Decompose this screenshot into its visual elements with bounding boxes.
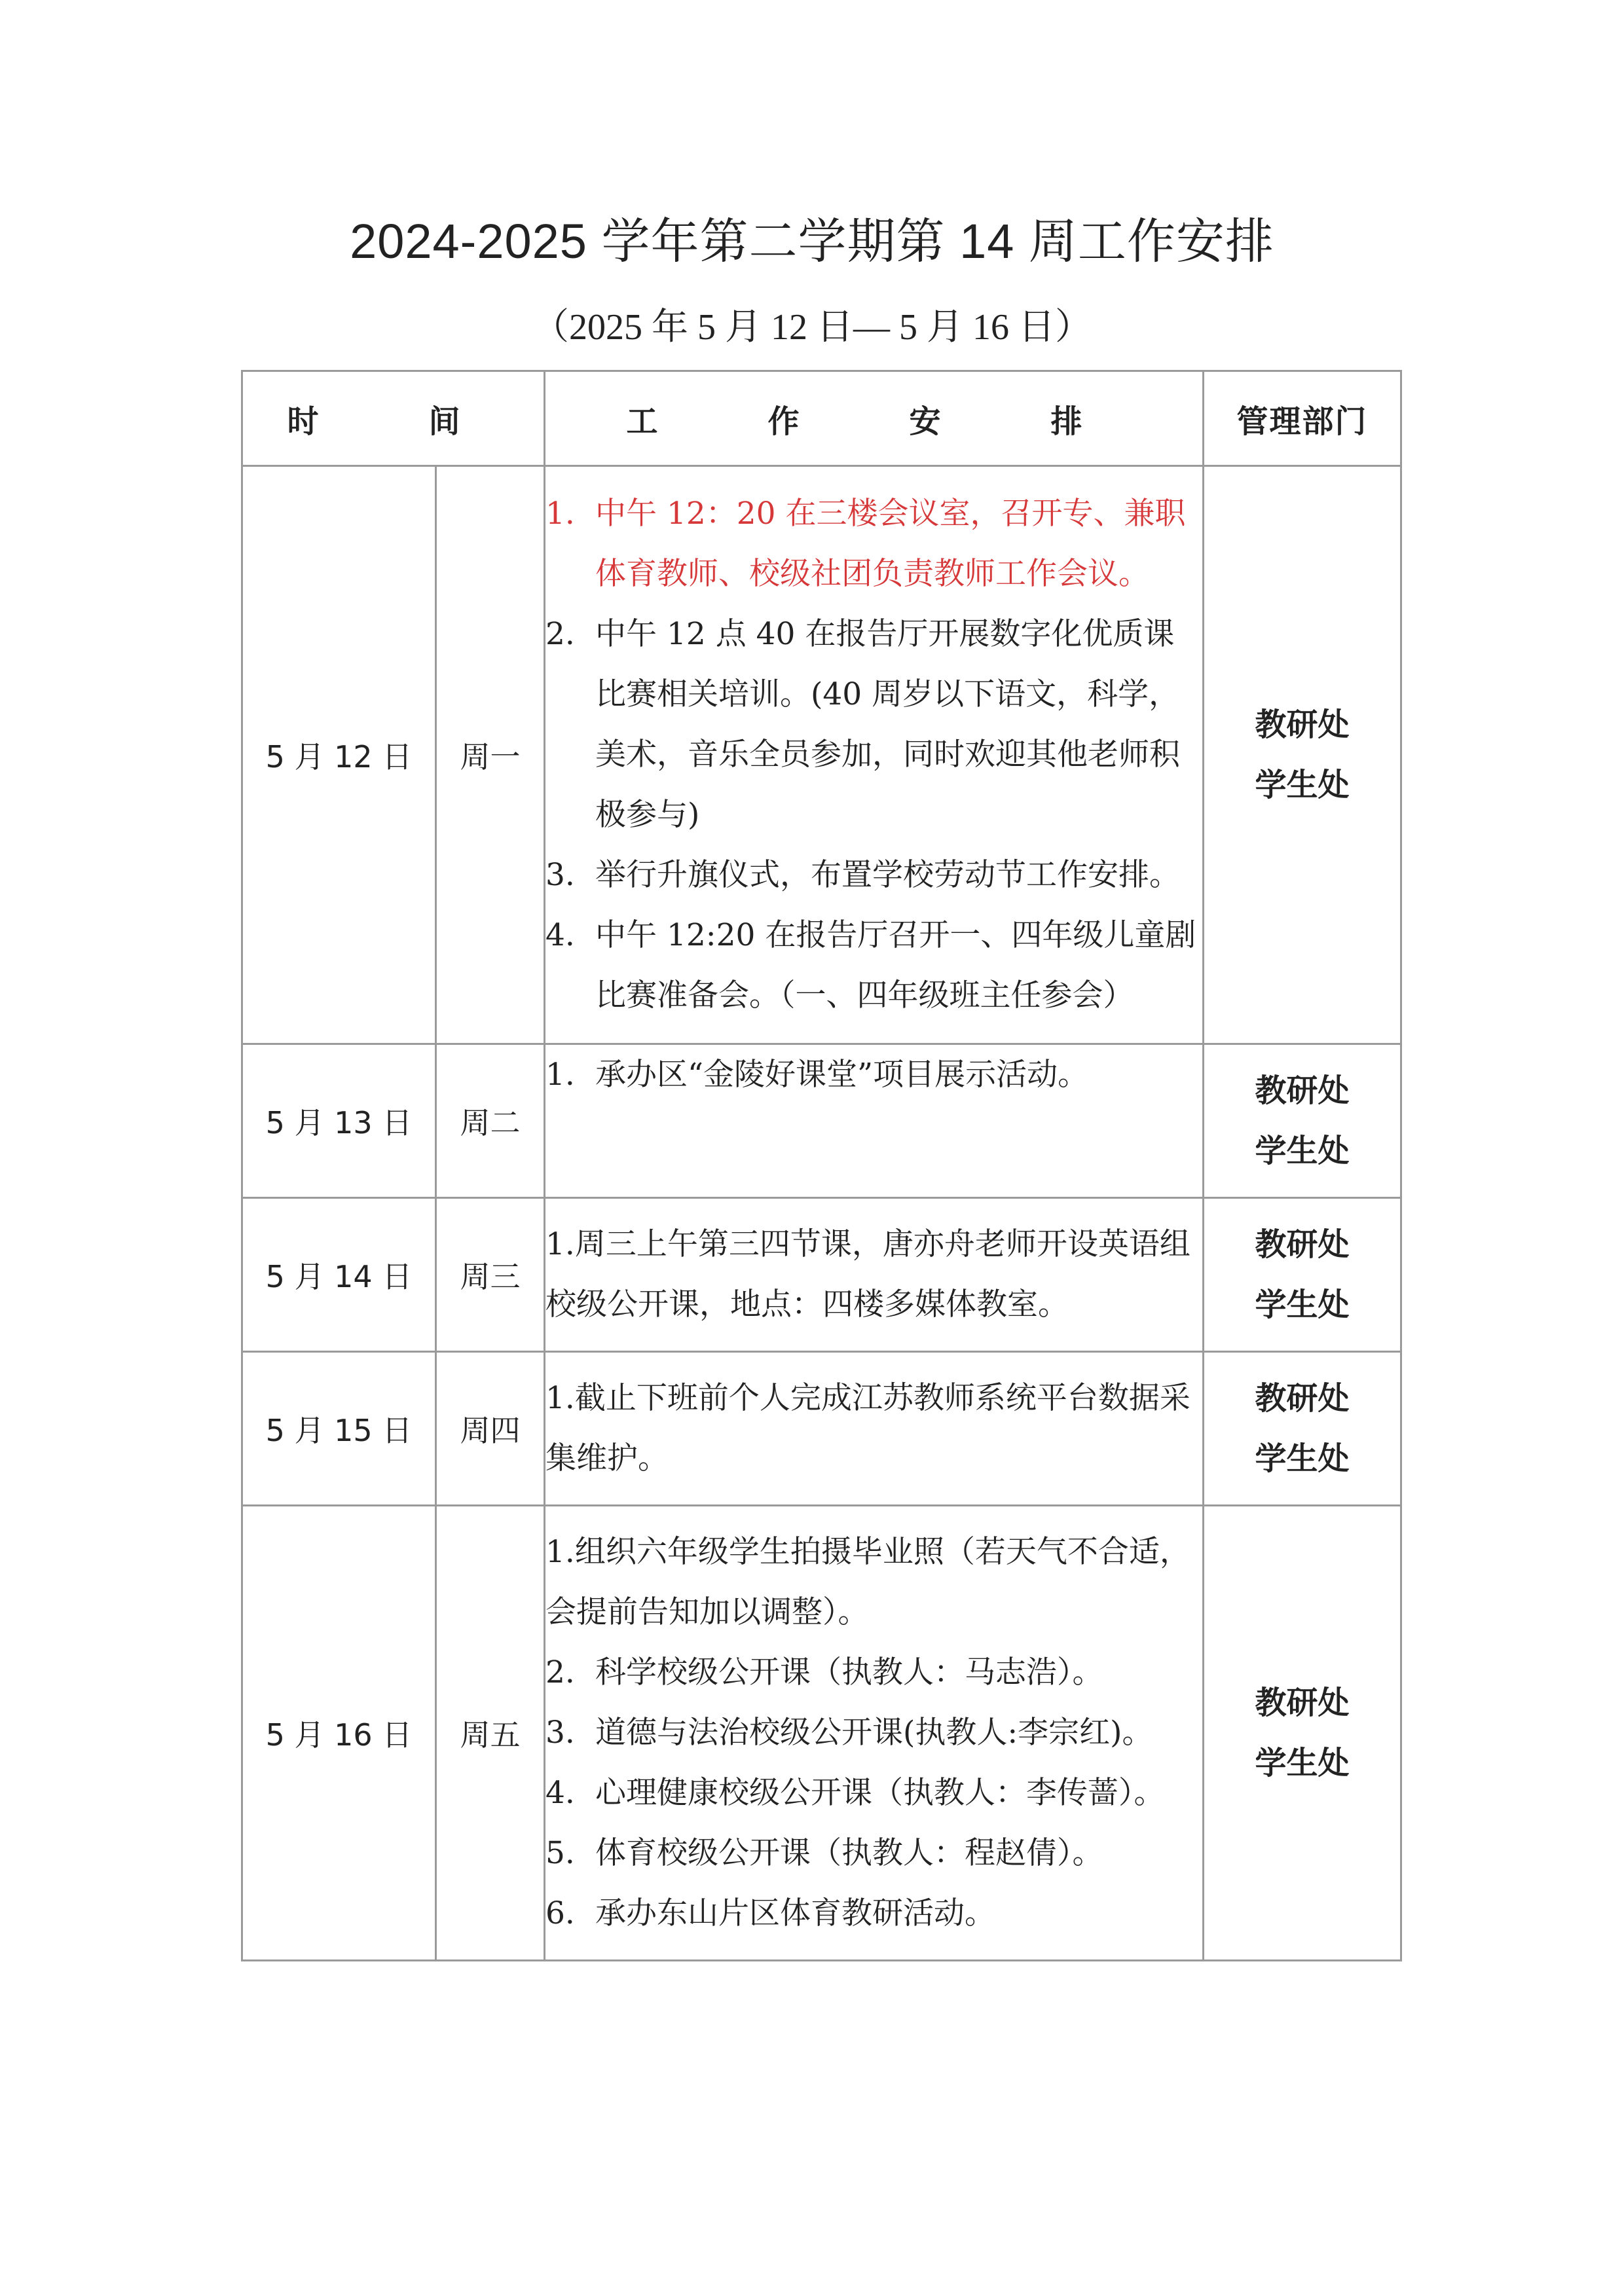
row-weekday: 周四	[436, 1352, 545, 1506]
row-weekday: 周五	[436, 1506, 545, 1961]
row-dept: 教研处 学生处	[1204, 1352, 1401, 1506]
row-work-items	[545, 1044, 1204, 1198]
row-work-items	[545, 1198, 1204, 1352]
header-dept: 管理部门	[1204, 371, 1401, 466]
header-row	[242, 371, 1401, 466]
table-row	[242, 1506, 1401, 1961]
work-item: 6. 承办东山片区体育教研活动。	[545, 1895, 996, 1931]
work-item: 1.周三上午第三四节课，唐亦舟老师开设英语组校级公开课，地点：四楼多媒体教室。	[545, 1226, 1190, 1322]
work-item: 2. 科学校级公开课（执教人：马志浩）。	[545, 1654, 1103, 1690]
row-work-items	[545, 1506, 1204, 1961]
row-dept: 教研处 学生处	[1204, 1506, 1401, 1961]
row-weekday: 周三	[436, 1198, 545, 1352]
work-item: 1. 中午 12：20 在三楼会议室，召开专、兼职体育教师、校级社团负责教师工作会议。	[545, 496, 1186, 592]
work-item: 1.截止下班前个人完成江苏教师系统平台数据采集维护。	[545, 1380, 1190, 1476]
date-range-subtitle: （2025 年 5 月 12 日— 5 月 16 日）	[532, 307, 1092, 348]
row-dept: 教研处 学生处	[1204, 466, 1401, 1044]
header-time: 时 间	[242, 371, 545, 466]
row-date: 5 月 14 日	[242, 1198, 436, 1352]
table-row	[242, 466, 1401, 1044]
row-date: 5 月 13 日	[242, 1044, 436, 1198]
work-item: 3. 举行升旗仪式，布置学校劳动节工作安排。	[545, 857, 1181, 893]
row-date: 5 月 15 日	[242, 1352, 436, 1506]
row-date: 5 月 12 日	[242, 466, 436, 1044]
work-item: 1. 承办区“金陵好课堂”项目展示活动。	[545, 1057, 1089, 1093]
row-date: 5 月 16 日	[242, 1506, 436, 1961]
table-row	[242, 1044, 1401, 1198]
work-item: 3. 道德与法治校级公开课(执教人:李宗红)。	[545, 1715, 1153, 1751]
row-weekday: 周一	[436, 466, 545, 1044]
table-row	[242, 1198, 1401, 1352]
work-item: 4. 中午 12:20 在报告厅召开一、四年级儿童剧比赛准备会。（一、四年级班主任参会）	[545, 917, 1196, 1013]
table-row	[242, 1352, 1401, 1506]
work-item: 2. 中午 12 点 40 在报告厅开展数字化优质课比赛相关培训。(40 周岁以下语文，科学，美术，音乐全员参加，同时欢迎其他老师积极参与)	[545, 616, 1181, 833]
row-work-items	[545, 1352, 1204, 1506]
work-item: 5. 体育校级公开课（执教人：程赵倩）。	[545, 1835, 1103, 1871]
work-item: 1.组织六年级学生拍摄毕业照（若天气不合适，会提前告知加以调整）。	[545, 1534, 1190, 1630]
page-title: 2024-2025 学年第二学期第 14 周工作安排	[350, 214, 1274, 268]
row-dept: 教研处 学生处	[1204, 1044, 1401, 1198]
row-weekday: 周二	[436, 1044, 545, 1198]
row-dept: 教研处 学生处	[1204, 1198, 1401, 1352]
header-work: 工 作 安 排	[545, 371, 1204, 466]
row-work-items	[545, 466, 1204, 1044]
work-item: 4. 心理健康校级公开课（执教人：李传蔷）。	[545, 1775, 1165, 1811]
schedule-table	[241, 370, 1402, 1961]
